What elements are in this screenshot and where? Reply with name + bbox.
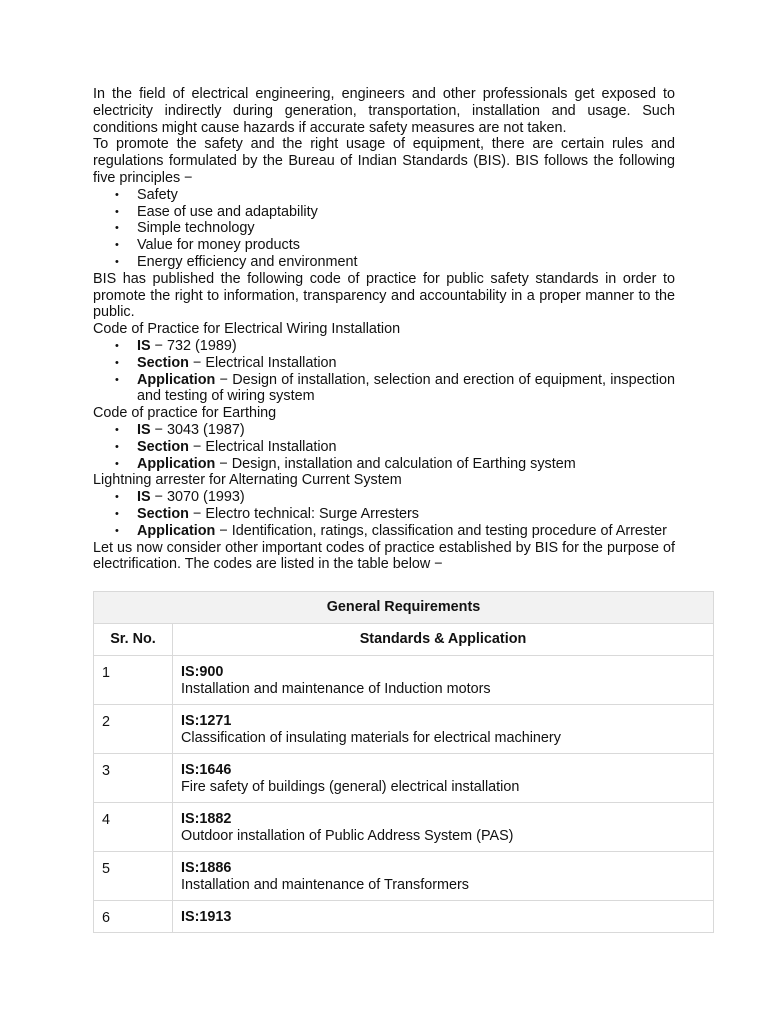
list-item: • IS − 732 (1989) (137, 338, 675, 355)
table-caption: General Requirements (94, 592, 714, 624)
intro-paragraph-3: BIS has published the following code of practice for public safety standards in order to promote the right to information, transparency and accountability in a proper manner to the public. (93, 270, 675, 321)
code-details-list (93, 422, 675, 472)
document-body (93, 86, 675, 573)
table-row (94, 852, 714, 901)
sr-cell: 6 (94, 901, 173, 933)
column-header-sr: Sr. No. (94, 624, 173, 656)
standard-cell (173, 803, 714, 852)
intro-paragraph-2: To promote the safety and the right usage of equipment, there are certain rules and regulations formulated by the Bureau of Indian Standards (BIS). BIS follows the following five principles − (93, 136, 675, 186)
intro-paragraph-1: In the field of electrical engineering, engineers and other professionals get exposed to electricity indirectly during generation, transportation, installation and usage. Such conditions might cause hazards if accurate safety measures are not taken. (93, 86, 675, 136)
table-row (94, 803, 714, 852)
standard-cell (173, 901, 714, 933)
list-item: • Energy efficiency and environment (137, 254, 675, 271)
standard-cell (173, 705, 714, 754)
code-details-list (93, 338, 675, 405)
sr-cell: 4 (94, 803, 173, 852)
standard-description: Installation and maintenance of Transformers (181, 877, 469, 893)
sr-cell: 1 (94, 656, 173, 705)
outro-paragraph: Let us now consider other important codes of practice established by BIS for the purpose of electrification. The codes are listed in the table below − (93, 539, 675, 573)
list-item: • Section − Electro technical: Surge Arresters (137, 506, 675, 523)
sr-cell: 2 (94, 705, 173, 754)
standard-description: Outdoor installation of Public Address System (PAS) (181, 828, 514, 844)
standard-description: Installation and maintenance of Induction motors (181, 681, 491, 697)
table-row (94, 705, 714, 754)
standard-description: Classification of insulating materials for electrical machinery (181, 730, 561, 746)
list-item: • IS − 3070 (1993) (137, 489, 675, 506)
standard-description: Fire safety of buildings (general) electrical installation (181, 779, 520, 795)
list-item: • Section − Electrical Installation (137, 439, 675, 456)
list-item: • IS − 3043 (1987) (137, 422, 675, 439)
sr-cell: 5 (94, 852, 173, 901)
principles-list (93, 187, 675, 271)
list-item: • Value for money products (137, 237, 675, 254)
list-item: • Ease of use and adaptability (137, 204, 675, 221)
standard-cell (173, 656, 714, 705)
table-header-row (94, 624, 714, 656)
standard-cell (173, 754, 714, 803)
table-row (94, 901, 714, 933)
standard-code: IS:1882 (181, 811, 232, 827)
table-caption-row (94, 592, 714, 624)
code-title: Code of Practice for Electrical Wiring Installation (93, 321, 401, 338)
code-details-list (93, 489, 675, 539)
list-item: • Simple technology (137, 220, 675, 237)
column-header-standards: Standards & Application (173, 624, 714, 656)
code-title: Code of practice for Earthing (93, 405, 277, 422)
standard-code: IS:1646 (181, 762, 232, 778)
standard-code: IS:1886 (181, 860, 232, 876)
list-item: • Section − Electrical Installation (137, 355, 675, 372)
standards-table (93, 591, 714, 933)
sr-cell: 3 (94, 754, 173, 803)
table-row (94, 754, 714, 803)
standard-cell (173, 852, 714, 901)
list-item: • Application − Identification, ratings, classification and testing procedure of Arrester (137, 523, 675, 540)
list-item: • Application − Design, installation and calculation of Earthing system (137, 456, 675, 473)
standard-code: IS:1913 (181, 909, 232, 925)
standard-code: IS:900 (181, 664, 224, 680)
code-title: Lightning arrester for Alternating Current System (93, 472, 402, 489)
table-row (94, 656, 714, 705)
list-item: • Application − Design of installation, selection and erection of equipment, inspection and testing of wiring system (137, 372, 675, 406)
standard-code: IS:1271 (181, 713, 232, 729)
list-item: • Safety (137, 187, 675, 204)
